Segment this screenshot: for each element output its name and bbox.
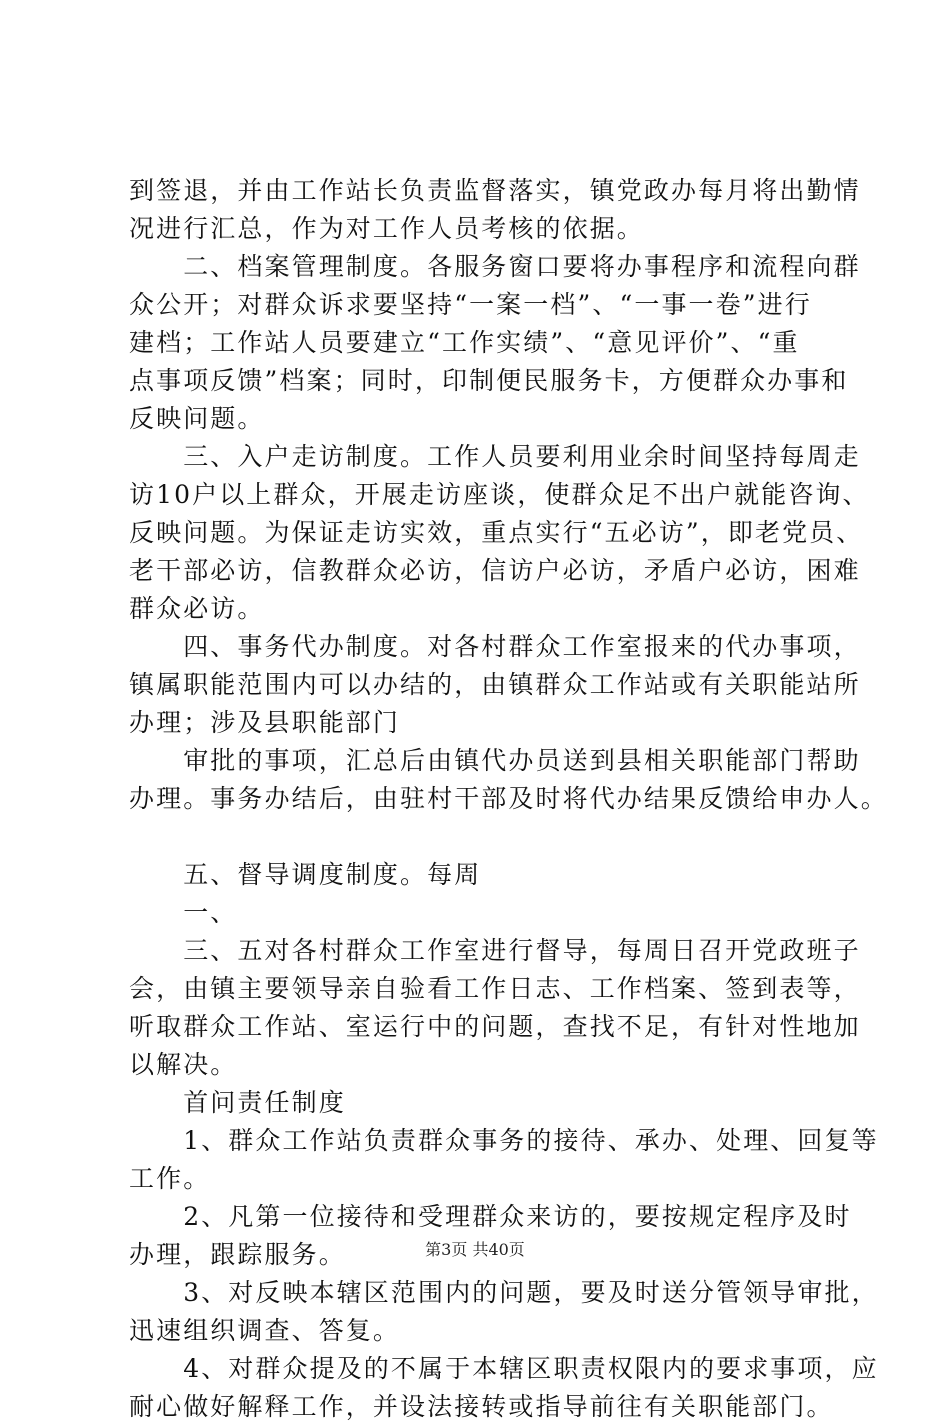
text-line: 一、 [129,898,238,927]
text-line: 五、督导调度制度。每周 [129,860,482,889]
text-line: 到签退，并由工作站长负责监督落实，镇党政办每月将出勤情 [129,176,861,205]
text-line: 迅速组织调查、答复。 [129,1316,401,1345]
document-body [129,172,888,1426]
text-line: 三、五对各村群众工作室进行督导，每周日召开党政班子 [129,936,861,965]
paragraph-gap [129,818,829,856]
text-line: 4、对群众提及的不属于本辖区职责权限内的要求事项，应 [129,1354,879,1383]
text-line: 听取群众工作站、室运行中的问题，查找不足，有针对性地加 [129,1012,861,1041]
text-line: 办理，跟踪服务。 [129,1240,346,1269]
text-line: 会，由镇主要领导亲自验看工作日志、工作档案、签到表等， [129,974,861,1003]
text-line: 办理；涉及县职能部门 [129,708,401,737]
text-line: 反映问题。为保证走访实效，重点实行“五必访”，即老党员、 [129,518,864,547]
text-line: 四、事务代办制度。对各村群众工作室报来的代办事项， [129,632,861,661]
text-line: 1、群众工作站负责群众事务的接待、承办、处理、回复等 [129,1126,879,1155]
text-line: 首问责任制度 [129,1088,346,1117]
text-line: 反映问题。 [129,404,265,433]
text-line: 3、对反映本辖区范围内的问题，要及时送分管领导审批， [129,1278,879,1307]
page-number-footer: 第3页 共40页 [425,1240,525,1259]
text-line: 老干部必访，信教群众必访，信访户必访，矛盾户必访，困难 [129,556,861,585]
text-line: 办理。事务办结后，由驻村干部及时将代办结果反馈给申办人。 [129,784,888,813]
text-line: 二、档案管理制度。各服务窗口要将办事程序和流程向群 [129,252,861,281]
text-line: 点事项反馈”档案；同时，印制便民服务卡，方便群众办事和 [129,366,849,395]
text-line: 工作。 [129,1164,211,1193]
text-line: 访10户以上群众，开展走访座谈，使群众足不出户就能咨询、 [129,480,870,509]
text-line: 2、凡第一位接待和受理群众来访的，要按规定程序及时 [129,1202,852,1231]
text-line: 耐心做好解释工作，并设法接转或指导前往有关职能部门。 [129,1392,834,1421]
text-line: 况进行汇总，作为对工作人员考核的依据。 [129,214,644,243]
text-line: 审批的事项，汇总后由镇代办员送到县相关职能部门帮助 [129,746,861,775]
text-line: 众公开；对群众诉求要坚持“一案一档”、“一事一卷”进行 [129,290,812,319]
text-line: 镇属职能范围内可以办结的，由镇群众工作站或有关职能站所 [129,670,861,699]
text-line: 以解决。 [129,1050,238,1079]
text-line: 三、入户走访制度。工作人员要利用业余时间坚持每周走 [129,442,861,471]
text-line: 建档；工作站人员要建立“工作实绩”、“意见评价”、“重 [129,328,800,357]
text-line: 群众必访。 [129,594,265,623]
